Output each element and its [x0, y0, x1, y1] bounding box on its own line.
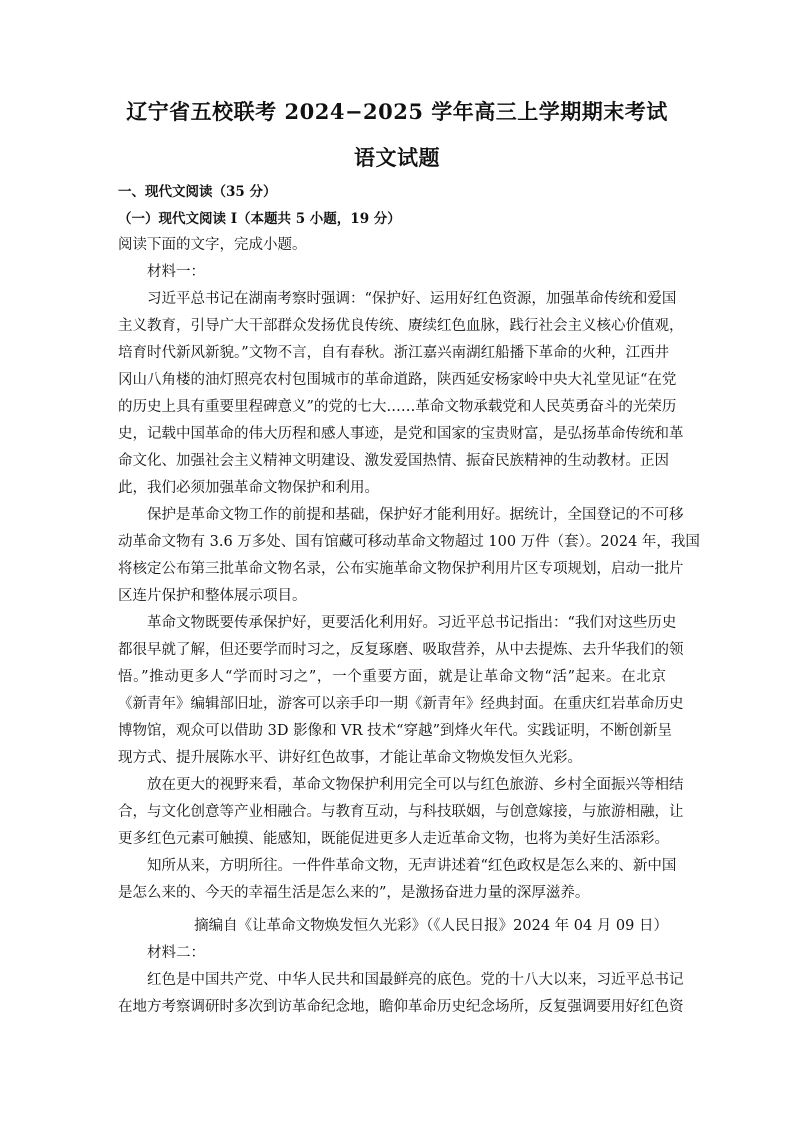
paragraph-line: 悟。”推动更多人“学而时习之”，一个重要方面，就是让革命文物“活”起来。在北京 — [118, 669, 666, 685]
paragraph-line: 动革命文物有 3.6 万多处、国有馆藏可移动革命文物超过 100 万件（套）。2024 年，我国 — [118, 534, 700, 550]
paragraph-line: 知所从来，方明所往。一件件革命文物，无声讲述着“红色政权是怎么来的、新中国 — [147, 858, 677, 874]
section-heading: 一、现代文阅读（35 分） — [118, 184, 277, 200]
material2-label: 材料二： — [147, 945, 205, 961]
paragraph-line: 合，与文化创意等产业相融合。与教育互动，与科技联姻，与创意嫁接，与旅游相融，让 — [118, 804, 684, 820]
document-subtitle: 语文试题 — [354, 145, 440, 170]
paragraph-line: 是怎么来的、今天的幸福生活是怎么来的”，是激扬奋进力量的深厚滋养。 — [118, 885, 590, 901]
paragraph-line: 培育时代新风新貌。”文物不言，自有春秋。浙江嘉兴南湖红船播下革命的火种，江西井 — [118, 345, 670, 361]
paragraph-line: 区连片保护和整体展示项目。 — [118, 588, 307, 604]
paragraph-line: 现方式、提升展陈水平、讲好红色故事，才能让革命文物焕发恒久光彩。 — [118, 750, 582, 766]
paragraph-line: 保护是革命文物工作的前提和基础，保护好才能利用好。据统计，全国登记的不可移 — [147, 507, 684, 523]
paragraph-line: 命文化、加强社会主义精神文明建设、激发爱国热情、振奋民族精神的生动教材。正因 — [118, 453, 669, 469]
paragraph-line: 将核定公布第三批革命文物名录，公布实施革命文物保护利用片区专项规划，启动一批片 — [118, 561, 684, 577]
instruction-text: 阅读下面的文字，完成小题。 — [118, 237, 307, 253]
paragraph-line: 此，我们必须加强革命文物保护和利用。 — [118, 480, 379, 496]
paragraph-line: 的历史上具有重要里程碑意义”的党的七大……革命文物承载党和人民英勇奋斗的光荣历 — [118, 399, 677, 415]
paragraph-line: 红色是中国共产党、中华人民共和国最鲜亮的底色。党的十八大以来，习近平总书记 — [147, 972, 684, 988]
paragraph-line: 冈山八角楼的油灯照亮农村包围城市的革命道路，陕西延安杨家岭中央大礼堂见证“在党 — [118, 372, 677, 388]
paragraph-line: 主义教育，引导广大干部群众发扬优良传统、赓续红色血脉，践行社会主义核心价值观， — [118, 318, 684, 334]
paragraph-line: 博物馆，观众可以借助 3D 影像和 VR 技术“穿越”到烽火年代。实践证明，不断创新呈 — [118, 723, 672, 739]
paragraph-line: 习近平总书记在湖南考察时强调：“保护好、运用好红色资源，加强革命传统和爱国 — [147, 291, 677, 307]
paragraph-line: 革命文物既要传承保护好，更要活化利用好。习近平总书记指出：“我们对这些历史 — [147, 615, 677, 631]
paragraph-line: 都很早就了解，但还要学而时习之，反复琢磨、吸取营养，从中去提炼、去升华我们的领 — [118, 642, 684, 658]
paragraph-line: 史，记载中国革命的伟大历程和感人事迹，是党和国家的宝贵财富，是弘扬革命传统和革 — [118, 426, 684, 442]
source-citation: 摘编自《让革命文物焕发恒久光彩》（《人民日报》2024 年 04 月 09 日） — [194, 918, 668, 934]
subsection-heading: （一）现代文阅读 I（本题共 5 小题，19 分） — [118, 211, 401, 227]
paragraph-line: 《新青年》编辑部旧址，游客可以亲手印一期《新青年》经典封面。在重庆红岩革命历史 — [118, 696, 684, 712]
paragraph-line: 放在更大的视野来看，革命文物保护利用完全可以与红色旅游、乡村全面振兴等相结 — [147, 777, 684, 793]
material1-label: 材料一： — [147, 264, 205, 280]
paragraph-line: 更多红色元素可触摸、能感知，既能促进更多人走近革命文物，也将为美好生活添彩。 — [118, 831, 669, 847]
document-title: 辽宁省五校联考 2024−2025 学年高三上学期期末考试 — [126, 99, 668, 124]
paragraph-line: 在地方考察调研时多次到访革命纪念地，瞻仰革命历史纪念场所，反复强调要用好红色资 — [118, 999, 684, 1015]
